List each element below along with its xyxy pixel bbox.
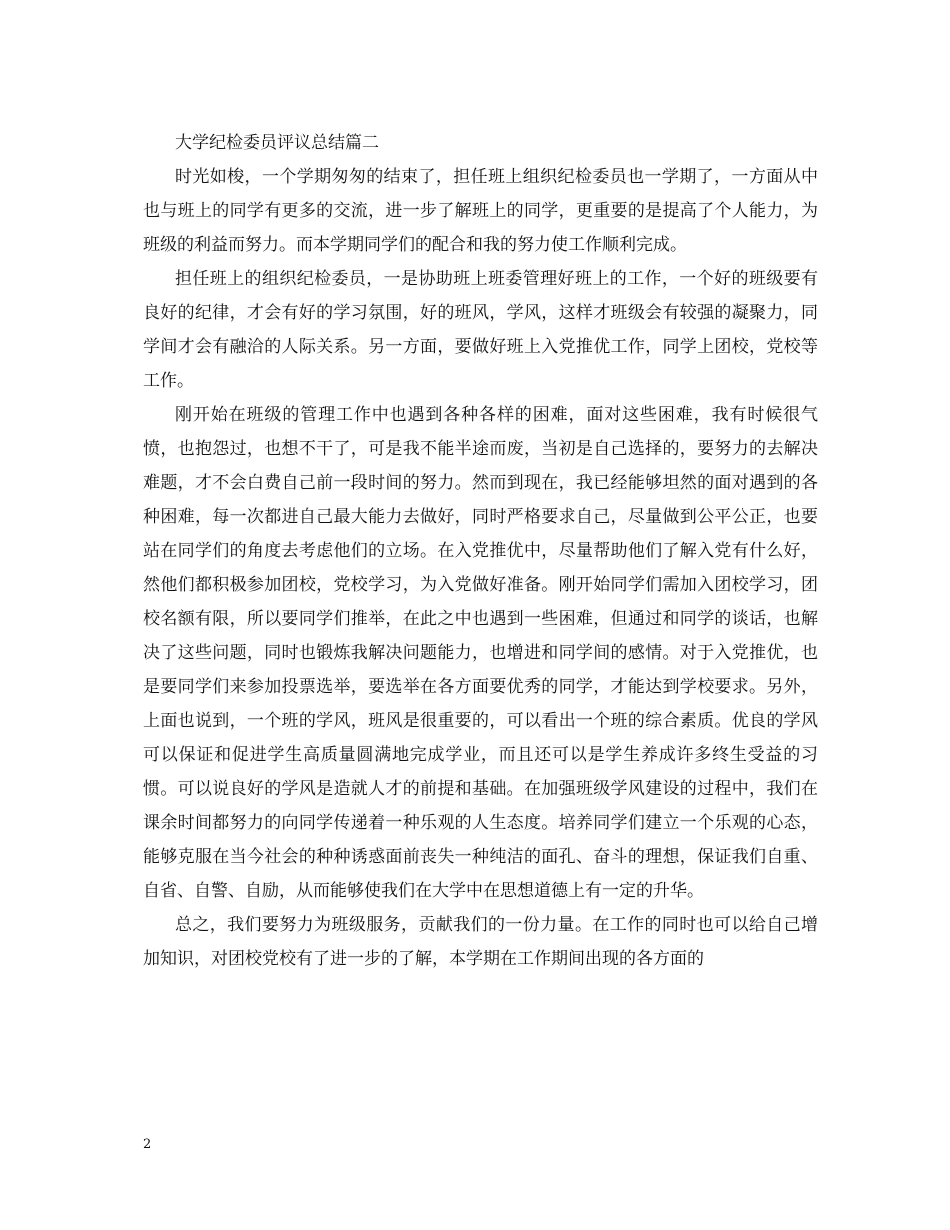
page-number: 2 (143, 1137, 152, 1152)
paragraph-duties: 担任班上的组织纪检委员，一是协助班上班委管理好班上的工作，一个好的班级要有良好的纪律，才会有好的学习氛围，好的班风，学风，这样才班级会有较强的凝聚力，同学间才会有融洽的人际关系。另一方面，要做好班上入党推优工作，同学上团校，党校等工作。 (143, 269, 818, 391)
document-title: 大学纪检委员评议总结篇二 (175, 133, 379, 153)
paragraph-intro: 时光如梭，一个学期匆匆的结束了，担任班上组织纪检委员也一学期了，一方面从中也与班上的同学有更多的交流，进一步了解班上的同学，更重要的是提高了个人能力，为班级的利益而努力。而本学期同学们的配合和我的努力使工作顺利完成。 (143, 167, 818, 255)
document-body (143, 126, 818, 976)
paragraph-conclusion: 总之，我们要努力为班级服务，贡献我们的一份力量。在工作的同时也可以给自己增加知识，对团校党校有了进一步的了解，本学期在工作期间出现的各方面的 (143, 915, 818, 969)
paragraph-difficulties: 刚开始在班级的管理工作中也遇到各种各样的困难，面对这些困难，我有时候很气愤，也抱怨过，也想不干了，可是我不能半途而废，当初是自己选择的，要努力的去解决难题，才不会白费自己前一段时间的努力。然而到现在，我已经能够坦然的面对遇到的各种困难，每一次都进自己最大能力去做好，同时严格要求自己，尽量做到公平公正，也要站在同学们的角度去考虑他们的立场。在入党推优中，尽量帮助他们了解入党有什么好，然他们都积极参加团校，党校学习，为入党做好准备。刚开始同学们需加入团校学习，团校名额有限，所以要同学们推举，在此之中也遇到一些困难，但通过和同学的谈话，也解决了这些问题，同时也锻炼我解决问题能力，也增进和同学间的感情。对于入党推优，也是要同学们来参加投票选举，要选举在各方面要优秀的同学，才能达到学校要求。另外，上面也说到，一个班的学风，班风是很重要的，可以看出一个班的综合素质。优良的学风可以保证和促进学生高质量圆满地完成学业，而且还可以是学生养成许多终生受益的习惯。可以说良好的学风是造就人才的前提和基础。在加强班级学风建设的过程中，我们在课余时间都努力的向同学传递着一种乐观的人生态度。培养同学们建立一个乐观的心态，能够克服在当今社会的种种诱惑面前丧失一种纯洁的面孔、奋斗的理想，保证我们自重、自省、自警、自励，从而能够使我们在大学中在思想道德上有一定的升华。 (143, 405, 818, 901)
